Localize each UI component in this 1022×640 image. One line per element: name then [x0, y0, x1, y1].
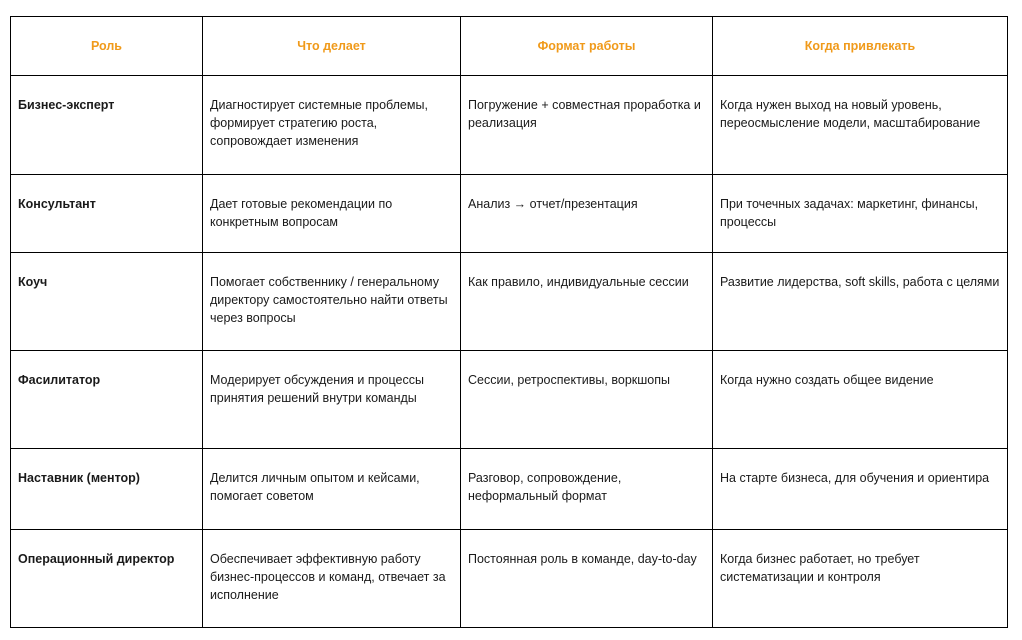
does-cell: Дает готовые рекомендации по конкретным вопросам	[203, 175, 461, 253]
when-cell: На старте бизнеса, для обучения и ориентира	[713, 449, 1008, 530]
table-header-row	[11, 17, 1008, 76]
does-cell: Делится личным опытом и кейсами, помогает советом	[203, 449, 461, 530]
role-cell: Операционный директор	[11, 530, 203, 628]
when-cell: Когда нужен выход на новый уровень, переосмысление модели, масштабирование	[713, 76, 1008, 175]
when-cell: Когда нужно создать общее видение	[713, 351, 1008, 449]
roles-comparison-table	[10, 16, 1008, 628]
format-cell: Анализ → отчет/презентация	[461, 175, 713, 253]
when-cell: При точечных задачах: маркетинг, финансы, процессы	[713, 175, 1008, 253]
format-cell: Сессии, ретроспективы, воркшопы	[461, 351, 713, 449]
does-cell: Обеспечивает эффективную работу бизнес-процессов и команд, отвечает за исполнение	[203, 530, 461, 628]
table-row	[11, 175, 1008, 253]
header-when: Когда привлекать	[713, 17, 1008, 76]
role-cell: Фасилитатор	[11, 351, 203, 449]
header-does: Что делает	[203, 17, 461, 76]
table-row	[11, 530, 1008, 628]
table-row	[11, 253, 1008, 351]
role-cell: Консультант	[11, 175, 203, 253]
when-cell: Когда бизнес работает, но требует систематизации и контроля	[713, 530, 1008, 628]
table-row	[11, 351, 1008, 449]
format-cell: Как правило, индивидуальные сессии	[461, 253, 713, 351]
header-format: Формат работы	[461, 17, 713, 76]
format-cell: Погружение + совместная проработка и реализация	[461, 76, 713, 175]
does-cell: Помогает собственнику / генеральному директору самостоятельно найти ответы через вопросы	[203, 253, 461, 351]
does-cell: Модерирует обсуждения и процессы принятия решений внутри команды	[203, 351, 461, 449]
table-row	[11, 449, 1008, 530]
table-row	[11, 76, 1008, 175]
role-cell: Коуч	[11, 253, 203, 351]
role-cell: Бизнес-эксперт	[11, 76, 203, 175]
role-cell: Наставник (ментор)	[11, 449, 203, 530]
does-cell: Диагностирует системные проблемы, формирует стратегию роста, сопровождает изменения	[203, 76, 461, 175]
format-cell: Постоянная роль в команде, day-to-day	[461, 530, 713, 628]
when-cell: Развитие лидерства, soft skills, работа с целями	[713, 253, 1008, 351]
header-role: Роль	[11, 17, 203, 76]
format-cell: Разговор, сопровождение, неформальный формат	[461, 449, 713, 530]
